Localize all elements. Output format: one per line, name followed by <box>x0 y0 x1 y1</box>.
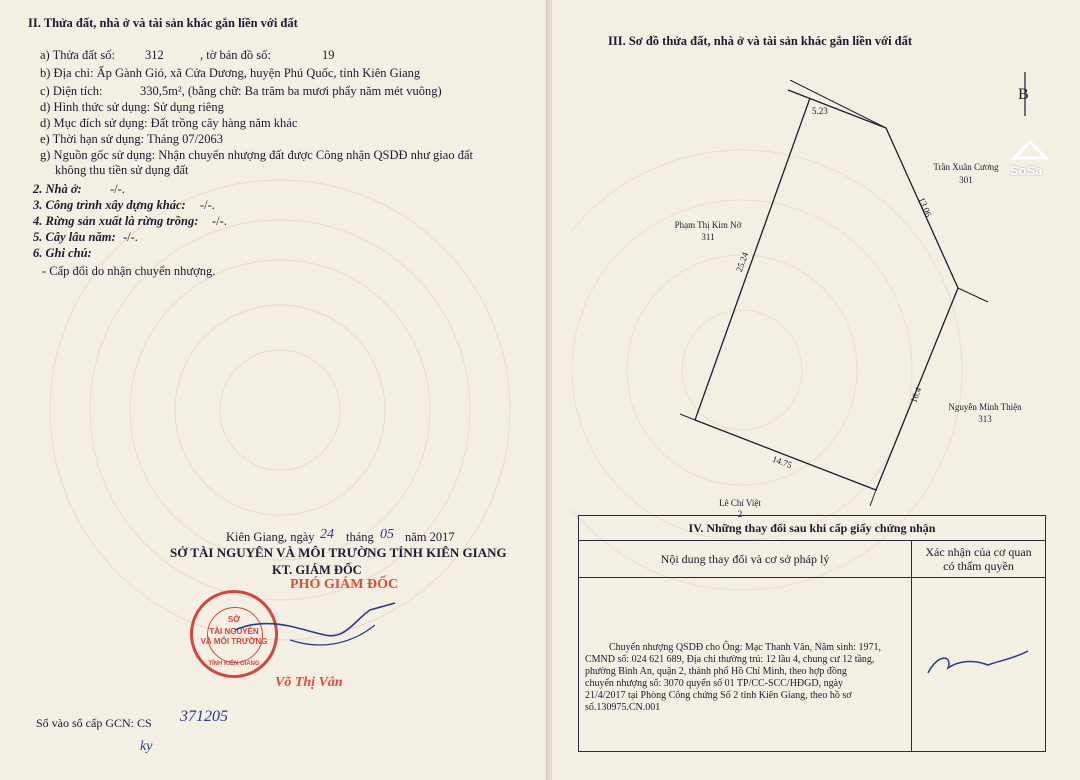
seal-text-top: SỞ <box>227 615 241 624</box>
map-sheet-number: 19 <box>322 48 335 62</box>
signer-name: Võ Thị Vân <box>275 675 343 690</box>
perennial-label: 5. Cây lâu năm: <box>33 230 116 244</box>
neighbor-south-number: 2 <box>737 509 743 519</box>
change-line-4: chuyển nhượng số: 3070 quyển số 01 TP/CC-SCC/HĐGD, ngày <box>585 678 844 689</box>
other-works-value: -/-. <box>200 198 215 212</box>
parcel-number: 312 <box>145 48 164 62</box>
notes-value: - Cấp đổi do nhận chuyển nhượng. <box>42 264 216 278</box>
notes-label: 6. Ghi chú: <box>33 246 92 260</box>
house-icon <box>1010 138 1050 160</box>
neighbor-northeast-name: Trần Xuân Cương <box>933 162 999 172</box>
watermark-logo <box>1010 138 1080 198</box>
use-form: d) Hình thức sử dụng: Sử dụng riêng <box>40 100 224 114</box>
change-line-1: Chuyển nhượng QSDĐ cho Ông: Mạc Thanh Vân, Năm sinh: 1971, <box>609 642 881 653</box>
changes-table <box>578 515 1046 752</box>
neighbor-west-number: 311 <box>701 232 715 242</box>
house-label: 2. Nhà ở: <box>33 182 82 196</box>
issue-year: năm 2017 <box>405 530 455 544</box>
watermark-text: SoSa <box>1010 163 1043 178</box>
origin-line-1: g) Nguồn gốc sử dụng: Nhận chuyển nhượng đất được Công nhận QSDĐ như giao đất <box>40 148 473 162</box>
north-mark: B <box>1018 86 1029 103</box>
neighbor-northeast-number: 301 <box>959 175 973 185</box>
change-entry <box>579 578 912 752</box>
change-line-6: số.130975.CN.001 <box>585 702 661 713</box>
director-title: KT. GIÁM ĐỐC <box>272 563 362 577</box>
issue-day: 24 <box>320 527 334 542</box>
section-2-title: II. Thửa đất, nhà ở và tài sản khác gắn liền với đất <box>28 16 298 30</box>
section-3-title: III. Sơ đồ thửa đất, nhà ở và tài sản khác gắn liền với đất <box>608 34 913 48</box>
col-authority-line-2: có thẩm quyền <box>943 559 1014 573</box>
authority-signature-cell <box>912 578 1046 752</box>
issue-month: 05 <box>380 527 394 542</box>
parcel-diagram <box>680 80 1010 520</box>
change-line-5: 21/4/2017 tại Phòng Công chứng Số 2 tỉnh Kiên Giang, theo hồ sơ <box>585 690 852 701</box>
registry-book-label: Số vào sổ cấp GCN: CS <box>36 716 152 730</box>
perennial-value: -/-. <box>123 230 138 244</box>
other-works-label: 3. Công trình xây dựng khác: <box>33 198 186 212</box>
area-value: 330,5m², (bằng chữ: Ba trăm ba mươi phẩy năm mét vuông) <box>140 84 442 98</box>
origin-line-2: không thu tiền sử dụng đất <box>55 163 189 177</box>
area-label: c) Diện tích: <box>40 84 103 98</box>
use-term: e) Thời hạn sử dụng: Tháng 07/2063 <box>40 132 224 146</box>
neighbor-west-name: Phạm Thị Kim Nở <box>674 220 742 230</box>
issuing-agency: SỞ TÀI NGUYÊN VÀ MÔI TRƯỜNG TỈNH KIÊN GIANG <box>170 545 507 560</box>
edge-w-length: 25.24 <box>733 250 751 274</box>
col-authority-line-1: Xác nhận của cơ quan <box>925 545 1032 559</box>
deputy-director-title: PHÓ GIÁM ĐỐC <box>290 577 399 592</box>
edge-s-length: 14.75 <box>770 453 794 471</box>
change-line-3: phường Bình An, quận 2, thành phố Hồ Chí Minh, theo hợp đồng <box>585 666 847 677</box>
director-signature <box>230 595 400 665</box>
edge-ne-length: 13.06 <box>916 195 934 219</box>
edge-e-length: 16.4 <box>908 385 924 405</box>
map-sheet-label: , tờ bản đồ số: <box>200 48 271 62</box>
neighbor-east-name: Nguyễn Minh Thiện <box>948 402 1022 412</box>
col-authority-confirm <box>912 541 1046 578</box>
seal-text-mid1: TÀI NGUYÊN <box>209 627 259 636</box>
issue-place: Kiên Giang, ngày <box>226 530 315 544</box>
forest-value: -/-. <box>212 214 227 228</box>
edge-top-length: 5.23 <box>812 106 828 116</box>
use-purpose: d) Mục đích sử dụng: Đất trồng cây hàng năm khác <box>40 116 298 130</box>
col-change-content: Nội dung thay đổi và cơ sở pháp lý <box>579 541 912 578</box>
change-line-2: CMND số: 024 621 689, Địa chỉ thường trú: 12 lầu 4, chung cư 12 tầng, <box>585 654 875 665</box>
address-line: b) Địa chỉ: Ấp Gành Gió, xã Cửa Dương, huyện Phú Quốc, tỉnh Kiên Giang <box>40 66 421 80</box>
section-4-title: IV. Những thay đổi sau khi cấp giấy chứng nhận <box>579 516 1046 541</box>
neighbor-south-name: Lê Chí Việt <box>719 498 761 508</box>
registry-book-number: 371205 <box>180 708 228 725</box>
neighbor-east-number: 313 <box>978 414 992 424</box>
authority-signature <box>918 633 1038 693</box>
seal-text-bottom: TỈNH KIÊN GIANG <box>208 661 260 667</box>
parcel-label: a) Thửa đất số: <box>40 48 115 62</box>
issue-month-label: tháng <box>346 530 374 544</box>
forest-label: 4. Rừng sản xuất là rừng trồng: <box>33 214 199 228</box>
registry-handwriting: ky <box>140 739 153 754</box>
seal-text-mid2: VÀ MÔI TRƯỜNG <box>200 637 268 646</box>
house-value: -/-. <box>110 182 125 196</box>
